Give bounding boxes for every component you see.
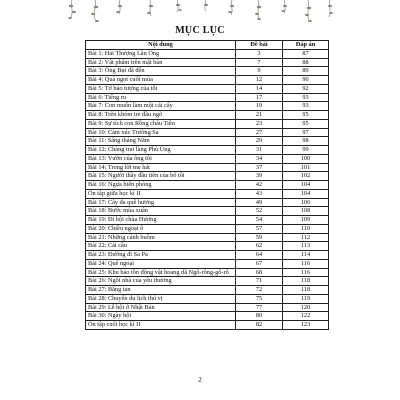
dap-an-page: 114 (283, 251, 329, 260)
de-bai-page: 67 (236, 259, 283, 268)
de-bai-page: 59 (236, 233, 283, 242)
lesson-name: Bài 15: Người thầy đầu tiên của bố tôi (86, 172, 236, 181)
de-bai-page: 31 (236, 146, 283, 155)
de-bai-page: 82 (236, 321, 283, 330)
lesson-name: Bài 23: Đường đi Sa Pa (86, 251, 236, 260)
dap-an-page: 120 (283, 303, 329, 312)
dap-an-page: 95 (283, 111, 329, 120)
dap-an-page: 93 (283, 102, 329, 111)
table-row (86, 224, 329, 233)
de-bai-page: 7 (236, 58, 283, 67)
dap-an-page: 97 (283, 128, 329, 137)
table-row (86, 137, 329, 146)
de-bai-page: 80 (236, 312, 283, 321)
de-bai-page: 12 (236, 76, 283, 85)
lesson-name: Bài 9: Sự tích con Rồng cháu Tiên (86, 119, 236, 128)
de-bai-page: 23 (236, 119, 283, 128)
de-bai-page: 71 (236, 277, 283, 286)
dap-an-page: 122 (283, 312, 329, 321)
de-bai-page: 68 (236, 268, 283, 277)
lesson-name: Bài 17: Cây đa quê hương (86, 198, 236, 207)
table-row (86, 198, 329, 207)
table-row (86, 128, 329, 137)
table-row (86, 312, 329, 321)
lesson-name: Bài 16: Ngựa biên phòng (86, 181, 236, 190)
table-row (86, 286, 329, 295)
dap-an-page: 118 (283, 286, 329, 295)
dap-an-page: 123 (283, 321, 329, 330)
dap-an-page: 98 (283, 137, 329, 146)
table-row (86, 303, 329, 312)
table-row (86, 172, 329, 181)
de-bai-page: 62 (236, 242, 283, 251)
lesson-name: Bài 24: Quê ngoại (86, 259, 236, 268)
table-row (86, 259, 329, 268)
de-bai-page: 49 (236, 198, 283, 207)
table-row (86, 181, 329, 190)
de-bai-page: 57 (236, 224, 283, 233)
dap-an-page: 104 (283, 181, 329, 190)
dap-an-page: 116 (283, 268, 329, 277)
dap-an-page: 88 (283, 58, 329, 67)
table-row (86, 67, 329, 76)
dap-an-page: 87 (283, 49, 329, 58)
dap-an-page: 93 (283, 93, 329, 102)
lesson-name: Bài 26: Ngôi nhà của yêu thương (86, 277, 236, 286)
page-title: MỤC LỤC (175, 25, 225, 36)
de-bai-page: 77 (236, 303, 283, 312)
de-bai-page: 43 (236, 189, 283, 198)
table-row (86, 119, 329, 128)
table-row (86, 146, 329, 155)
lesson-name: Bài 7: Con muốn làm một cái cây (86, 102, 236, 111)
de-bai-page: 75 (236, 294, 283, 303)
dap-an-page: 100 (283, 154, 329, 163)
table-row (86, 49, 329, 58)
lesson-name: Bài 12: Chàng trai làng Phù Ủng (86, 146, 236, 155)
table-row (86, 233, 329, 242)
lesson-name: Bài 4: Quả ngọt cuối mùa (86, 76, 236, 85)
de-bai-page: 54 (236, 216, 283, 225)
lesson-name: Bài 29: Lễ hội ở Nhật Bản (86, 303, 236, 312)
table-row (86, 111, 329, 120)
table-row (86, 277, 329, 286)
lesson-name: Bài 2: Vật phẩm trên mặt bàn (86, 58, 236, 67)
dap-an-page: 99 (283, 146, 329, 155)
dap-an-page: 116 (283, 259, 329, 268)
page-number: 2 (198, 376, 202, 384)
lesson-name: Bài 20: Chiều ngoại ô (86, 224, 236, 233)
de-bai-page: 27 (236, 128, 283, 137)
de-bai-page: 72 (236, 286, 283, 295)
lesson-name: Bài 25: Khu bảo tồn động vật hoang dã Ngô-rông-gô-rô (86, 268, 236, 277)
column-header-dap-an: Đáp án (283, 41, 329, 50)
de-bai-page: 52 (236, 207, 283, 216)
de-bai-page: 42 (236, 181, 283, 190)
dap-an-page: 89 (283, 67, 329, 76)
dap-an-page: 112 (283, 233, 329, 242)
lesson-name: Bài 18: Bước mùa xuân (86, 207, 236, 216)
de-bai-page: 21 (236, 111, 283, 120)
lesson-name: Bài 5: Tớ bảo tượng của tôi (86, 84, 236, 93)
dap-an-page: 95 (283, 119, 329, 128)
de-bai-page: 14 (236, 84, 283, 93)
toc-table (85, 40, 329, 330)
lesson-name: Bài 13: Vườn của ông tôi (86, 154, 236, 163)
de-bai-page: 37 (236, 163, 283, 172)
lesson-name: Bài 28: Chuyến du lịch thú vị (86, 294, 236, 303)
table-row (86, 93, 329, 102)
dap-an-page: 92 (283, 84, 329, 93)
table-row (86, 216, 329, 225)
lesson-name: Ôn tập cuối học kì II (86, 321, 236, 330)
table-row (86, 294, 329, 303)
lesson-name: Bài 22: Cái cầu (86, 242, 236, 251)
table-row (86, 154, 329, 163)
lesson-name: Bài 21: Những cánh buồm (86, 233, 236, 242)
table-row (86, 102, 329, 111)
lesson-name: Bài 30: Ngày hội (86, 312, 236, 321)
table-row (86, 268, 329, 277)
column-header-de-bai: Đề bài (236, 41, 283, 50)
lesson-name: Ôn tập giữa học kì II (86, 189, 236, 198)
dap-an-page: 113 (283, 242, 329, 251)
table-row (86, 251, 329, 260)
lesson-name: Bài 10: Cảm xúc Trường Sa (86, 128, 236, 137)
lesson-name: Bài 3: Ông Bụt đã đến (86, 67, 236, 76)
de-bai-page: 64 (236, 251, 283, 260)
lesson-name: Bài 14: Trong lời mẹ hát (86, 163, 236, 172)
lesson-name: Bài 27: Băng tan (86, 286, 236, 295)
de-bai-page: 19 (236, 102, 283, 111)
de-bai-page: 29 (236, 137, 283, 146)
de-bai-page: 9 (236, 67, 283, 76)
de-bai-page: 34 (236, 154, 283, 163)
dap-an-page: 101 (283, 163, 329, 172)
lesson-name: Bài 11: Sáng tháng Năm (86, 137, 236, 146)
table-row (86, 76, 329, 85)
dap-an-page: 102 (283, 172, 329, 181)
lesson-name: Bài 1: Hải Thượng Lãn Ông (86, 49, 236, 58)
dap-an-page: 109 (283, 216, 329, 225)
dap-an-page: 110 (283, 224, 329, 233)
table-row (86, 163, 329, 172)
dap-an-page: 118 (283, 277, 329, 286)
table-row (86, 242, 329, 251)
de-bai-page: 39 (236, 172, 283, 181)
lesson-name: Bài 19: Đi hội chùa Hương (86, 216, 236, 225)
de-bai-page: 17 (236, 93, 283, 102)
lesson-name: Bài 6: Tiếng ru (86, 93, 236, 102)
de-bai-page: 3 (236, 49, 283, 58)
table-row (86, 189, 329, 198)
dap-an-page: 119 (283, 294, 329, 303)
column-header-content: Nội dung (86, 41, 236, 50)
table-row (86, 58, 329, 67)
dap-an-page: 106 (283, 198, 329, 207)
table-row (86, 84, 329, 93)
dap-an-page: 90 (283, 76, 329, 85)
lesson-name: Bài 8: Trên khóm tre đầu ngõ (86, 111, 236, 120)
table-row (86, 207, 329, 216)
dap-an-page: 104 (283, 189, 329, 198)
dap-an-page: 108 (283, 207, 329, 216)
table-row (86, 321, 329, 330)
table-header-row (86, 41, 329, 50)
